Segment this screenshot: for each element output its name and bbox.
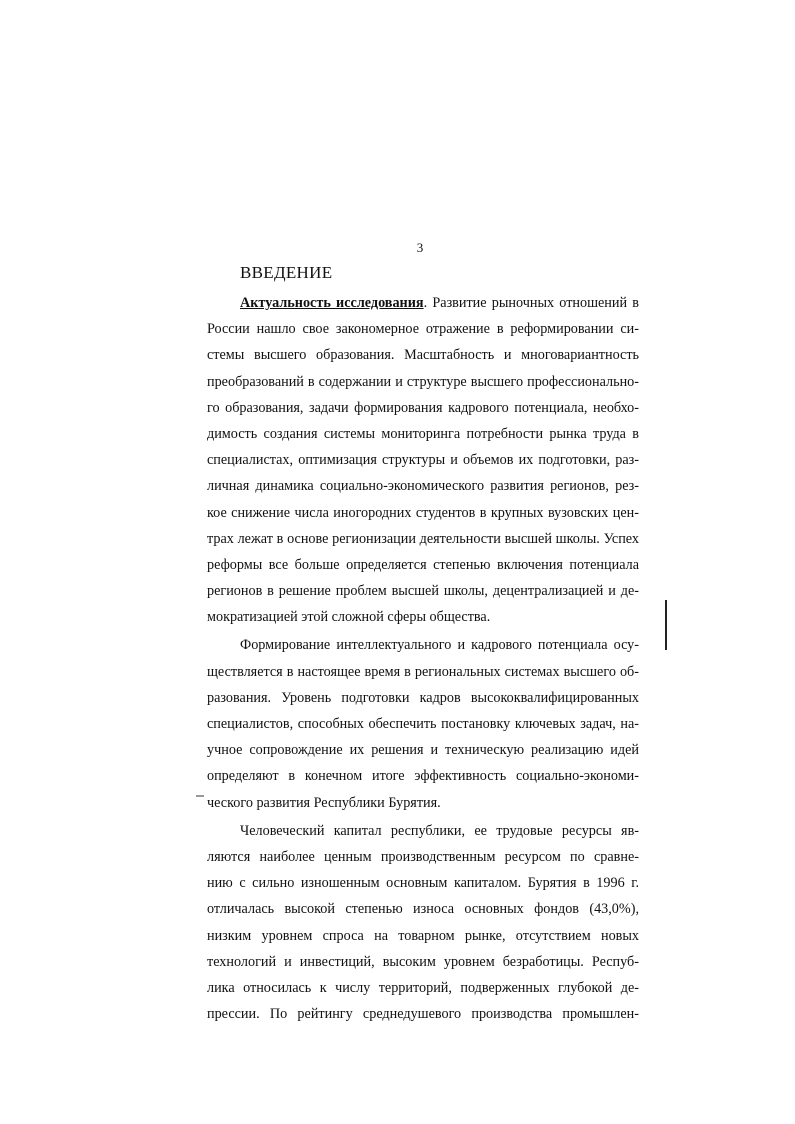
margin-mark (665, 600, 667, 650)
paragraph-3-line: Человеческий капитал республики, ее трудовые ресурсы яв- (240, 822, 639, 839)
paragraph-1-line: мократизацией этой сложной сферы общества. (207, 609, 491, 626)
paragraph-1-line: кое снижение числа иногородних студентов в крупных вузовских цен- (207, 504, 639, 521)
paragraph-1-line: го образования, задачи формирования кадрового потенциала, необхо- (207, 399, 639, 416)
paragraph-3-line: ляются наиболее ценным производственным ресурсом по сравне- (207, 848, 639, 865)
paragraph-1-line: димость создания системы мониторинга потребности рынка труда в (207, 425, 639, 442)
paragraph-1-line: преобразований в содержании и структуре высшего профессионально- (207, 373, 639, 390)
paragraph-1-line (207, 290, 639, 316)
paragraph-2-line: Формирование интеллектуального и кадрового потенциала осу- (240, 637, 639, 654)
lead-punct: . (423, 295, 428, 311)
lead-term: Актуальность исследования (240, 295, 424, 311)
paragraph-3-line: технологий и инвестиций, высоким уровнем безработицы. Респуб- (207, 953, 639, 970)
body-text (207, 290, 639, 1027)
paragraph-1-line: стемы высшего образования. Масштабность и многовариантность (207, 347, 639, 364)
paragraph-1-line: личная динамика социально-экономического развития регионов, рез- (207, 478, 639, 495)
paragraph-3-line: низким уровнем спроса на товарном рынке, отсутствием новых (207, 927, 639, 944)
paragraph-1-line: реформы все больше определяется степенью включения потенциала (207, 556, 639, 573)
paragraph-1-line-text: Развитие рыночных отношений в (432, 295, 640, 311)
paragraph-2-line: ществляется в настоящее время в региональных системах высшего об- (207, 663, 639, 680)
paragraph-3-line: лика относилась к числу территорий, подверженных глубокой де- (207, 979, 639, 996)
paragraph-2-line: ческого развития Республики Бурятия. (207, 794, 441, 811)
paragraph-3-line: прессии. По рейтингу среднедушевого производства промышлен- (207, 1006, 639, 1023)
paragraph-2-line: определяют в конечном итоге эффективность социально-экономи- (207, 768, 639, 785)
paragraph-1-line: специалистах, оптимизация структуры и объемов их подготовки, раз- (207, 452, 639, 469)
paragraph-1-line: трах лежат в основе регионизации деятельности высшей школы. Успех (207, 530, 639, 547)
scan-speck (196, 795, 204, 797)
paragraph-2-line: учное сопровождение их решения и техническую реализацию идей (207, 742, 639, 759)
paragraph-2-line: специалистов, способных обеспечить постановку ключевых задач, на- (207, 716, 639, 732)
paragraph-1-line: регионов в решение проблем высшей школы, децентрализацией и де- (207, 583, 639, 600)
page-heading: ВВЕДЕНИЕ (240, 263, 333, 282)
paragraph-2-line: разования. Уровень подготовки кадров высококвалифицированных (207, 689, 639, 706)
paragraph-3-line: отличалась высокой степенью износа основных фондов (43,0%), (207, 901, 639, 918)
page-number: 3 (416, 240, 424, 255)
paragraph-1-line: России нашло свое закономерное отражение в реформировании си- (207, 321, 639, 338)
paragraph-3-line: нию с сильно изношенным основным капиталом. Бурятия в 1996 г. (207, 875, 639, 892)
